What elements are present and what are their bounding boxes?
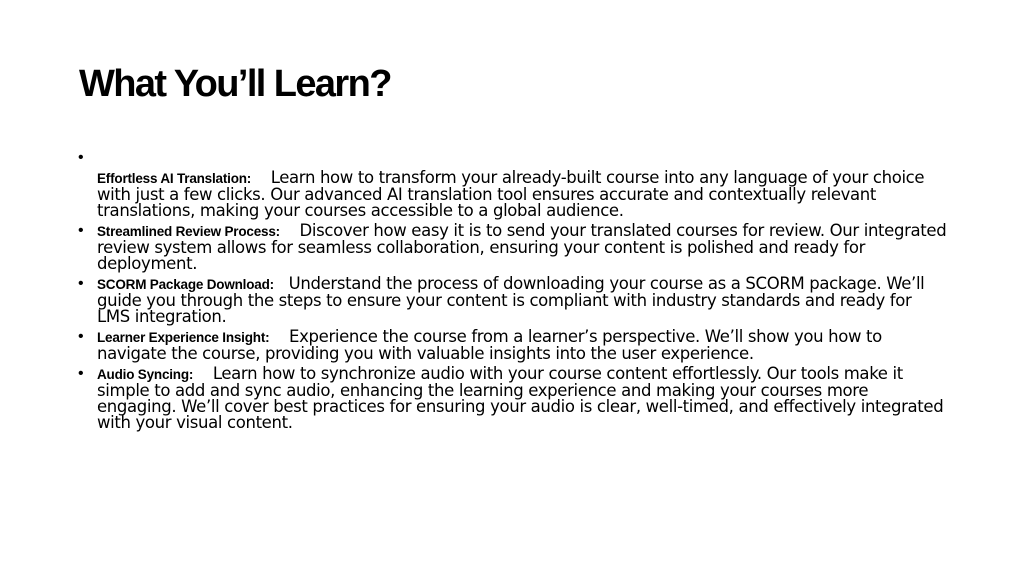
bullet-spacing [97, 150, 947, 170]
bullet-dot-icon: • [78, 275, 84, 292]
list-item-learner-experience [78, 327, 947, 363]
learning-points-list [78, 149, 947, 432]
bullet-dot-icon: • [78, 365, 84, 382]
item-description: Discover how easy it is to send your translated courses for review. Our integrated review system allows for seamless collaboration, ensuring your content is polished and ready for deployment. [97, 221, 947, 273]
list-item-review-process [78, 221, 947, 273]
item-description: Experience the course from a learner’s perspective. We’ll show you how to navigate the course, providing you with valuable insights into the user experience. [97, 327, 882, 363]
bullet-dot-icon: • [78, 222, 84, 239]
slide-title: What You’ll Learn? [79, 63, 391, 105]
bullet-dot-icon: • [78, 328, 84, 345]
item-heading: Effortless AI Translation: [97, 171, 252, 186]
item-heading: SCORM Package Download: [97, 277, 274, 292]
item-heading: Learner Experience Insight: [97, 330, 270, 345]
item-heading: Audio Syncing: [97, 367, 194, 382]
item-heading: Streamlined Review Process: [97, 224, 280, 239]
bullet-dot-icon: • [78, 149, 84, 166]
item-description: Learn how to transform your already-built course into any language of your choice with just a few clicks. Our advanced AI translation tool ensures accurate and contextually relevant translations, making your courses accessible to a global audience. [97, 168, 925, 220]
list-item-ai-translation [78, 149, 947, 220]
item-description: Learn how to synchronize audio with your course content effortlessly. Our tools make it simple to add and sync audio, enhancing the learning experience and making your courses more engaging. We’ll cover best practices for ensuring your audio is clear, well-timed, and effectively integrated with your visual content. [97, 364, 944, 432]
item-description: Understand the process of downloading your course as a SCORM package. We’ll guide you through the steps to ensure your content is compliant with industry standards and ready for LMS integration. [97, 274, 925, 326]
list-item-audio-syncing [78, 364, 947, 432]
list-item-scorm-download [78, 274, 947, 326]
